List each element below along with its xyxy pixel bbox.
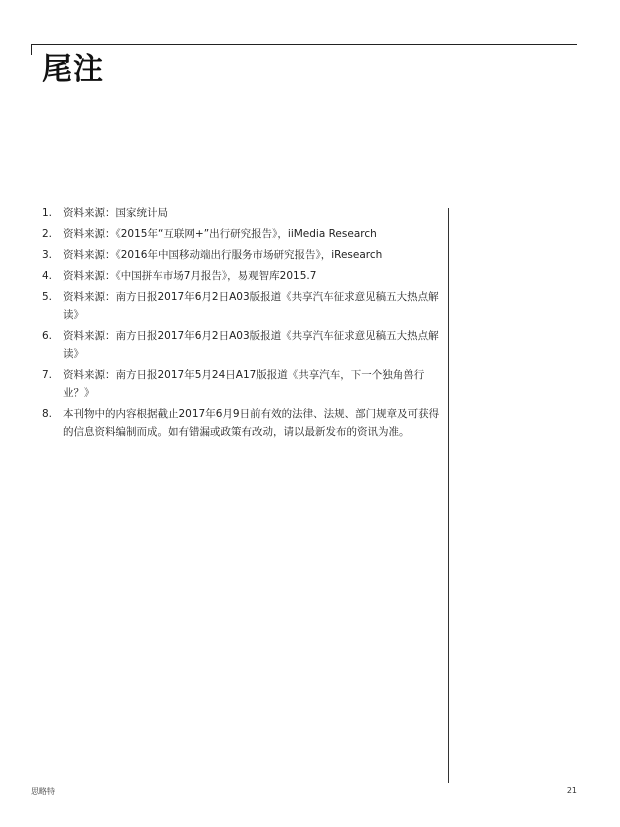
endnote-text: 资料来源：南方日报2017年6月2日A03版报道《共享汽车征求意见稿五大热点解读》 — [63, 330, 439, 360]
endnote-number: 5. — [42, 291, 53, 303]
endnote-text: 本刊物中的内容根据截止2017年6月9日前有效的法律、法规、部门规章及可获得的信息资料编制而成。如有错漏或政策有改动，请以最新发布的资讯为准。 — [63, 408, 440, 438]
endnote-item — [42, 327, 440, 363]
endnote-item — [42, 225, 440, 243]
top-rule — [31, 44, 577, 45]
endnote-number: 7. — [42, 369, 53, 381]
endnote-number: 4. — [42, 270, 53, 282]
endnote-number: 8. — [42, 408, 53, 420]
endnote-item — [42, 246, 440, 264]
endnote-item — [42, 366, 440, 402]
endnote-text: 资料来源：国家统计局 — [63, 207, 168, 219]
footer-brand: 思略特 — [31, 787, 55, 796]
endnote-number: 1. — [42, 207, 53, 219]
endnote-text: 资料来源：《2016年中国移动端出行服务市场研究报告》，iResearch — [63, 249, 383, 261]
page-title: 尾注 — [42, 52, 104, 87]
endnote-text: 资料来源：《2015年“互联网+”出行研究报告》，iiMedia Research — [63, 228, 377, 240]
endnote-number: 6. — [42, 330, 53, 342]
endnote-number: 2. — [42, 228, 53, 240]
endnote-item — [42, 288, 440, 324]
endnote-number: 3. — [42, 249, 53, 261]
endnote-text: 资料来源：《中国拼车市场7月报告》，易观智库2015.7 — [63, 270, 317, 282]
column-divider — [448, 208, 449, 783]
corner-tick — [31, 44, 32, 55]
endnote-item — [42, 267, 440, 285]
endnote-text: 资料来源：南方日报2017年6月2日A03版报道《共享汽车征求意见稿五大热点解读》 — [63, 291, 439, 321]
endnote-item — [42, 405, 440, 441]
endnote-item — [42, 204, 440, 222]
endnotes-list — [42, 204, 440, 444]
endnote-text: 资料来源：南方日报2017年5月24日A17版报道《共享汽车，下一个独角兽行业？》 — [63, 369, 425, 399]
page-number: 21 — [566, 786, 577, 795]
